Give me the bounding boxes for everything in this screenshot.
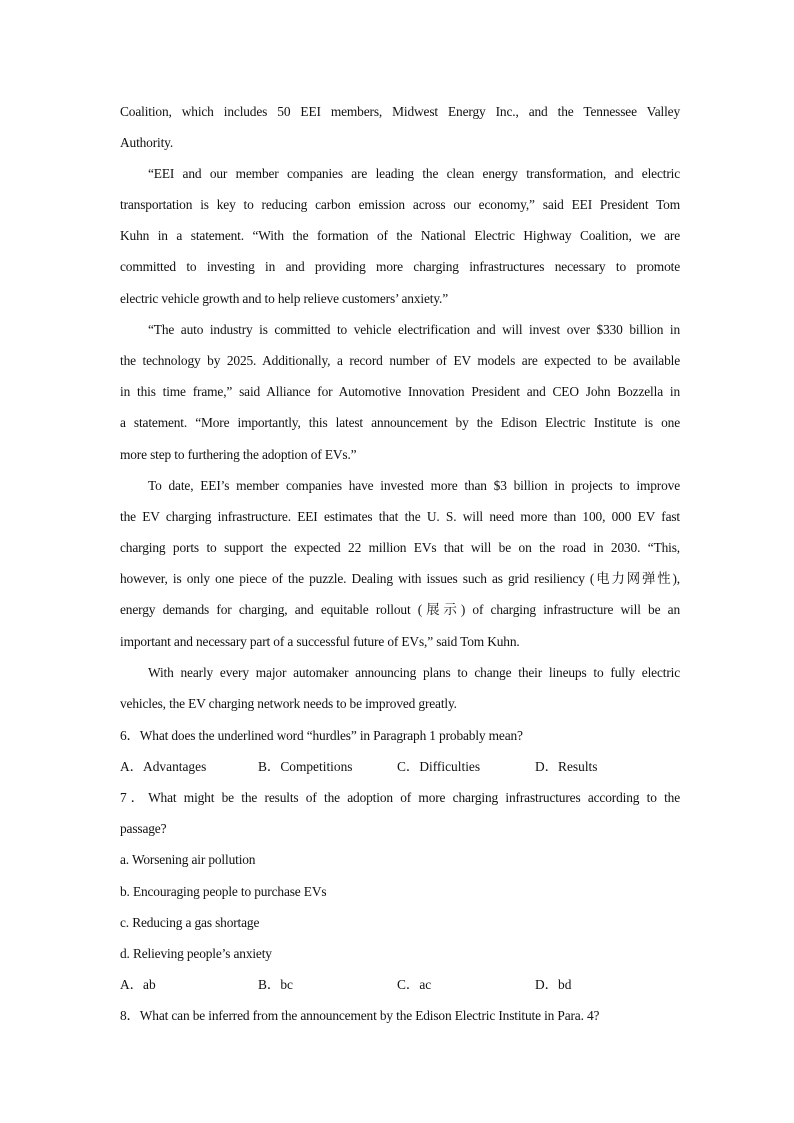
passage-line: a statement. “More importantly, this latest announcement by the Edison Electric Institute is one (120, 415, 680, 430)
passage-line: “The auto industry is committed to vehicle electrification and will invest over $330 billion in (148, 322, 680, 337)
passage-line: Authority. (120, 135, 174, 150)
passage-line: To date, EEI’s member companies have invested more than $3 billion in projects to improve (148, 478, 680, 493)
q7-statement-a: a. Worsening air pollution (120, 852, 256, 867)
passage-line: in this time frame,” said Alliance for Automotive Innovation President and CEO John Bozzella in (120, 384, 680, 399)
passage-line: the EV charging infrastructure. EEI estimates that the U. S. will need more than 100, 000 EV fast (120, 509, 680, 524)
passage-line: important and necessary part of a successful future of EVs,” said Tom Kuhn. (120, 634, 520, 649)
q7-option-c[interactable]: C．ac (397, 977, 432, 992)
passage-line: electric vehicle growth and to help relieve customers’ anxiety.” (120, 291, 448, 306)
q6-option-d[interactable]: D．Results (535, 759, 598, 774)
passage-line: Coalition, which includes 50 EEI members, Midwest Energy Inc., and the Tennessee Valley (120, 104, 680, 119)
passage-line: the technology by 2025. Additionally, a record number of EV models are expected to be available (120, 353, 680, 368)
passage-line: charging ports to support the expected 22 million EVs that will be on the road in 2030. “This, (120, 540, 680, 555)
passage-line: committed to investing in and providing more charging infrastructures necessary to promote (120, 259, 680, 274)
q6-option-c[interactable]: C．Difficulties (397, 759, 481, 774)
passage-line: “EEI and our member companies are leading the clean energy transformation, and electric (148, 166, 680, 181)
passage-line: vehicles, the EV charging network needs to be improved greatly. (120, 696, 457, 711)
passage-line: Kuhn in a statement. “With the formation of the National Electric Highway Coalition, we are (120, 228, 680, 243)
question-8-stem: 8．What can be inferred from the announcement by the Edison Electric Institute in Para. 4? (120, 1008, 600, 1023)
q7-option-b[interactable]: B．bc (258, 977, 293, 992)
passage-line: more step to furthering the adoption of EVs.” (120, 447, 357, 462)
question-7-stem: 7．What might be the results of the adoption of more charging infrastructures according to the (120, 790, 680, 805)
q7-statement-c: c. Reducing a gas shortage (120, 915, 260, 930)
q6-option-a[interactable]: A．Advantages (120, 759, 207, 774)
passage-line: transportation is key to reducing carbon emission across our economy,” said EEI President Tom (120, 197, 680, 212)
q7-option-a[interactable]: A．ab (120, 977, 156, 992)
question-7-stem-cont: passage? (120, 821, 167, 836)
q7-option-d[interactable]: D．bd (535, 977, 572, 992)
passage-line: however, is only one piece of the puzzle. Dealing with issues such as grid resiliency (电力网弹性), (120, 571, 680, 586)
q7-statement-b: b. Encouraging people to purchase EVs (120, 884, 327, 899)
q6-option-b[interactable]: B．Competitions (258, 759, 353, 774)
q7-statement-d: d. Relieving people’s anxiety (120, 946, 272, 961)
passage-line: With nearly every major automaker announcing plans to change their lineups to fully electric (148, 665, 680, 680)
passage-line: energy demands for charging, and equitable rollout (展示) of charging infrastructure will be an (120, 602, 680, 617)
question-6-stem: 6．What does the underlined word “hurdles” in Paragraph 1 probably mean? (120, 728, 523, 743)
